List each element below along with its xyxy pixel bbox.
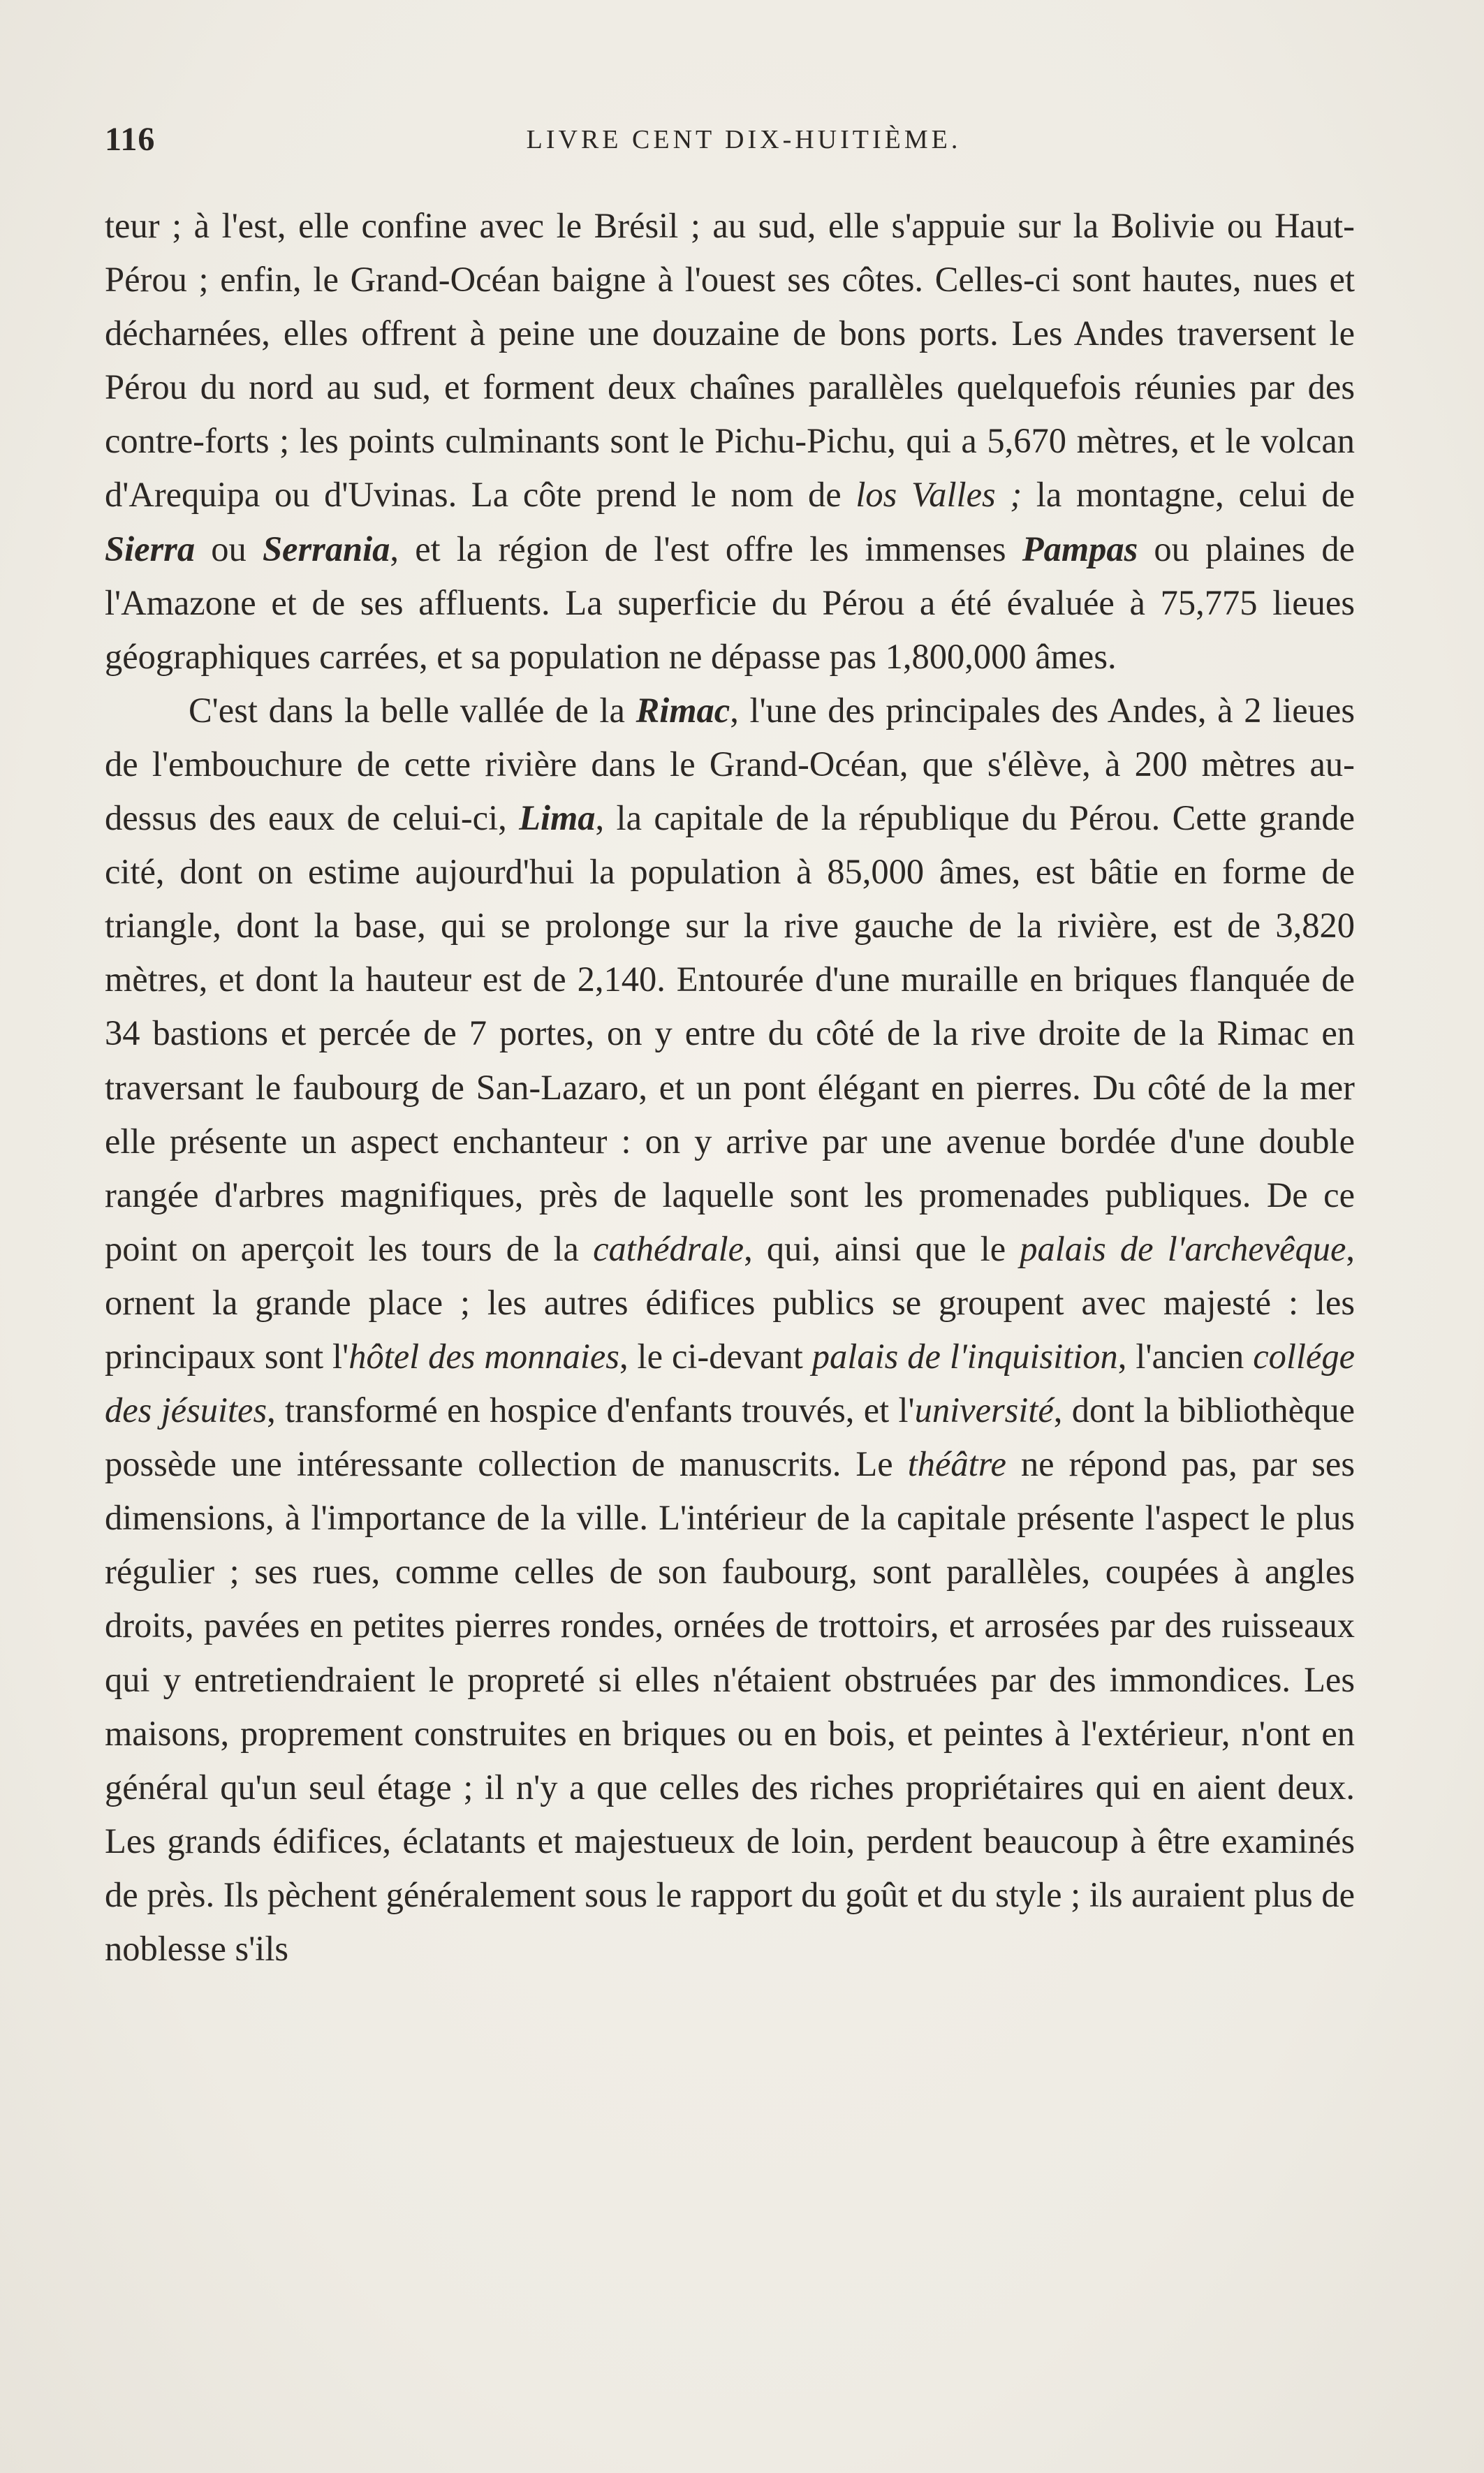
- italic-term: théâtre: [907, 1444, 1006, 1484]
- text-run: , l'ancien: [1117, 1336, 1254, 1376]
- italic-term: palais de l'archevêque: [1020, 1228, 1346, 1268]
- italic-term: Lima: [519, 798, 596, 838]
- italic-term: collége des jésuites: [105, 1336, 1355, 1430]
- text-run: , ornent la grande place ; les autres édifices publics se groupent avec majesté : les principaux sont l': [105, 1228, 1356, 1376]
- text-run: la montagne, celui de: [1022, 475, 1356, 515]
- text-run: ne répond pas, par ses dimensions, à l'importance de la ville. L'intérieur de la capitale présente l'aspect le plus régulier ; ses rues, comme celles de son faubourg, sont parallèles, coupées à angles droits, pavées en petites pierres rondes, ornées de trottoirs, et arrosées par des ruisseaux qui y entretiendraient le propreté si elles n'étaient obstruées par des immondices. Les maisons, proprement construites en briques ou en bois, et peintes à l'extérieur, n'ont en général qu'un seul étage ; il n'y a que celles des riches propriétaires qui en aient deux. Les grands édifices, éclatants et majestueux de loin, perdent beaucoup à être examinés de près. Ils pèchent généralement sous le rapport du goût et du style ; ils auraient plus de noblesse s'ils: [105, 1444, 1355, 1968]
- italic-term: Rimac: [636, 690, 730, 730]
- text-run: , et la région de l'est offre les immenses: [390, 529, 1022, 568]
- text-run: , l'une des principales des Andes, à 2 lieues de l'embouchure de cette rivière dans le Grand-Océan, que s'élève, à 200 mètres au-dessus des eaux de celui-ci,: [105, 690, 1355, 838]
- text-run: , qui, ainsi que le: [744, 1228, 1020, 1268]
- text-run: , la capitale de la république du Pérou. Cette grande cité, dont on estime aujourd'hui la population à 85,000 âmes, est bâtie en forme de triangle, dont la base, qui se prolonge sur la rive gauche de la rivière, est de 3,820 mètres, et dont la hauteur est de 2,140. Entourée d'une muraille en briques flanquée de 34 bastions et percée de 7 portes, on y entre du côté de la rive droite de la Rimac en traversant le faubourg de San-Lazaro, et un pont élégant en pierres. Du côté de la mer elle présente un aspect enchanteur : on y arrive par une avenue bordée d'une double rangée d'arbres magnifiques, près de laquelle sont les promenades publiques. De ce point on aperçoit les tours de la: [105, 798, 1355, 1268]
- italic-term: université: [914, 1390, 1054, 1430]
- paragraph-1: [105, 199, 1355, 684]
- italic-term: Serrania: [262, 529, 390, 568]
- body-text: [105, 199, 1355, 1976]
- text-run: ou plaines de l'Amazone et de ses affluents. La superficie du Pérou a été évaluée à 75,775 lieues géographiques carrées, et sa population ne dépasse pas 1,800,000 âmes.: [105, 529, 1355, 676]
- text-run: , dont la bibliothèque possède une intéressante collection de manuscrits. Le: [105, 1390, 1355, 1484]
- italic-term: cathédrale: [593, 1228, 744, 1268]
- italic-term: Sierra: [105, 529, 196, 568]
- italic-term: palais de l'inquisition: [811, 1336, 1118, 1376]
- page-number: 116: [105, 121, 156, 158]
- italic-term: los Valles ;: [855, 475, 1022, 515]
- text-run: , le ci-devant: [619, 1336, 812, 1376]
- italic-term: hôtel des monnaies: [348, 1336, 619, 1376]
- page-header: [105, 120, 1355, 169]
- text-run: C'est dans la belle vallée de la: [189, 690, 636, 730]
- italic-term: Pampas: [1022, 529, 1138, 568]
- text-run: ou: [195, 529, 263, 568]
- text-run: , transformé en hospice d'enfants trouvés, et l': [267, 1390, 915, 1430]
- paragraph-2: [105, 684, 1355, 1976]
- text-run: teur ; à l'est, elle confine avec le Brésil ; au sud, elle s'appuie sur la Bolivie ou Haut-Pérou ; enfin, le Grand-Océan baigne à l'ouest ses côtes. Celles-ci sont hautes, nues et décharnées, elles offrent à peine une douzaine de bons ports. Les Andes traversent le Pérou du nord au sud, et forment deux chaînes parallèles quelquefois réunies par des contre-forts ; les points culminants sont le Pichu-Pichu, qui a 5,670 mètres, et le volcan d'Arequipa ou d'Uvinas. La côte prend le nom de: [105, 206, 1355, 515]
- running-title: LIVRE CENT DIX-HUITIÈME.: [526, 125, 962, 154]
